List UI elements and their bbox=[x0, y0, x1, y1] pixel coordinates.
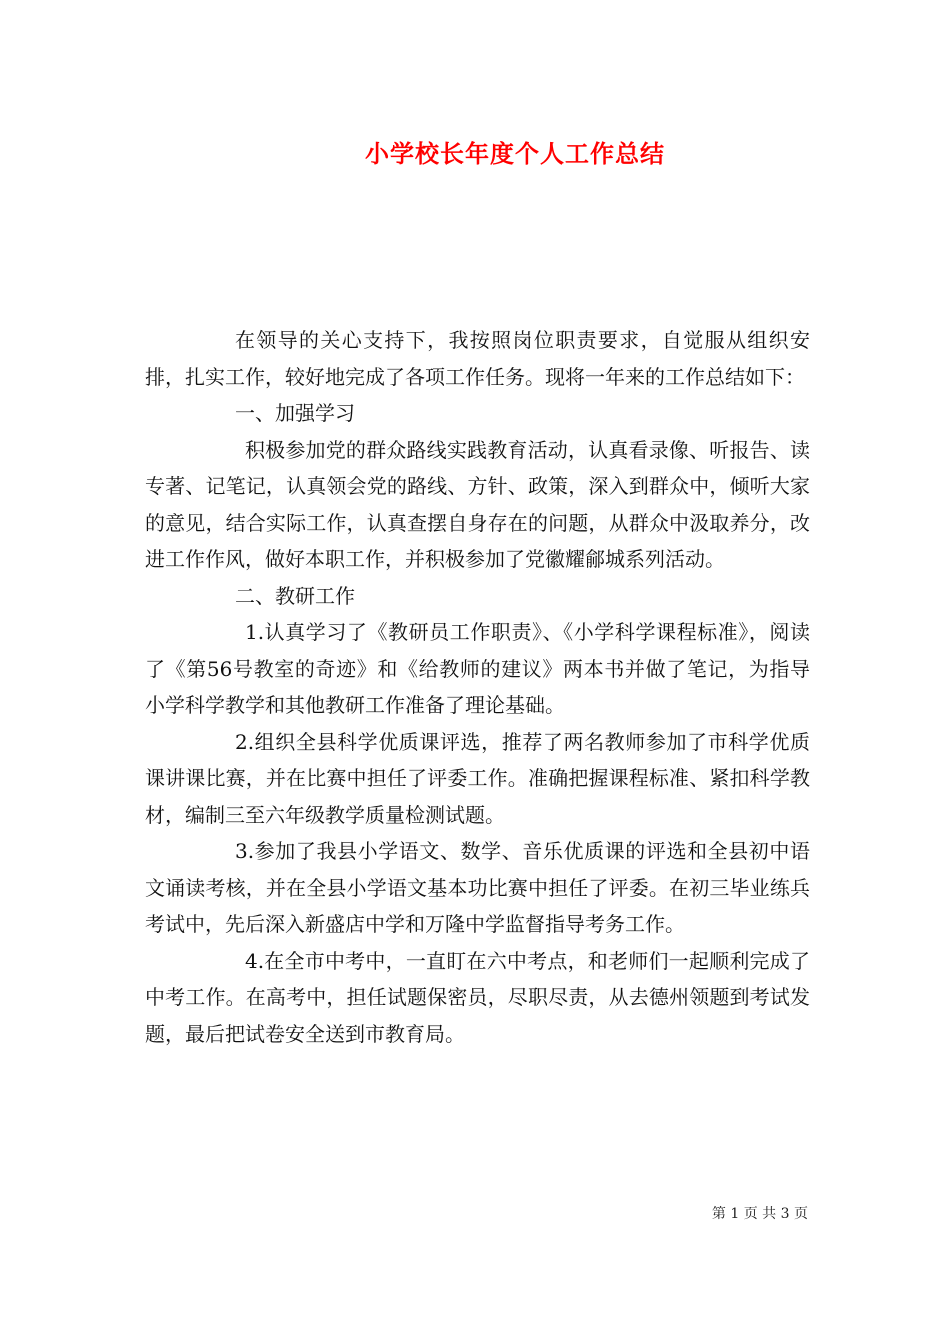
paragraph-research-3: 3.参加了我县小学语文、数学、音乐优质课的评选和全县初中语文诵读考核，并在全县小学语文基本功比赛中担任了评委。在初三毕业练兵考试中，先后深入新盛店中学和万隆中学监督指导考务工作。 bbox=[145, 839, 810, 936]
document-body bbox=[145, 322, 810, 1052]
paragraph-intro: 在领导的关心支持下，我按照岗位职责要求，自觉服从组织安排，扎实工作，较好地完成了各项工作任务。现将一年来的工作总结如下： bbox=[145, 328, 810, 389]
paragraph-research-4: 4.在全市中考中，一直盯在六中考点，和老师们一起顺利完成了中考工作。在高考中，担任试题保密员，尽职尽责，从去德州领题到考试发题，最后把试卷安全送到市教育局。 bbox=[145, 948, 810, 1046]
paragraph-research-2: 2.组织全县科学优质课评选，推荐了两名教师参加了市科学优质课讲课比赛，并在比赛中担任了评委工作。准确把握课程标准、紧扣科学教材，编制三至六年级教学质量检测试题。 bbox=[145, 729, 810, 827]
section-heading-study: 一、加强学习 bbox=[235, 401, 355, 425]
document-title: 小学校长年度个人工作总结 bbox=[365, 139, 665, 168]
paragraph-study: 积极参加党的群众路线实践教育活动，认真看录像、听报告、读专著、记笔记，认真领会党的路线、方针、政策，深入到群众中，倾听大家的意见，结合实际工作，认真查摆自身存在的问题，从群众中汲取养分，改进工作作风，做好本职工作，并积极参加了党徽耀鄃城系列活动。 bbox=[145, 437, 810, 571]
section-heading-research: 二、教研工作 bbox=[235, 583, 355, 608]
paragraph-research-1: 1.认真学习了《教研员工作职责》、《小学科学课程标准》，阅读了《第56号教室的奇迹》和《给教师的建议》两本书并做了笔记，为指导小学科学教学和其他教研工作准备了理论基础。 bbox=[145, 620, 810, 717]
page-number-footer: 第 1 页 共 3 页 bbox=[711, 1206, 808, 1222]
